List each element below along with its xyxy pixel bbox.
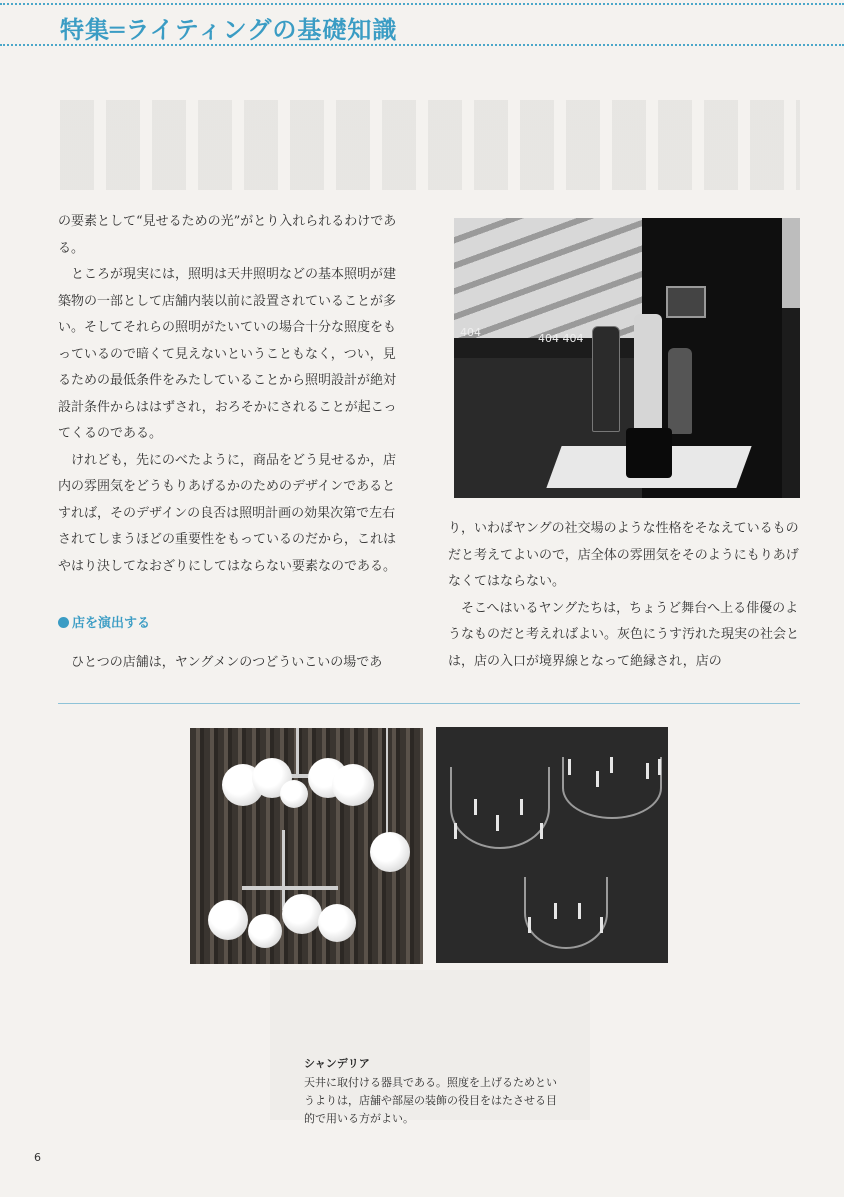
globe-pendant-lamps-photo — [190, 728, 423, 964]
body-paragraph: ところが現実には，照明は天井照明などの基本照明が建築物の一部として店舗内装以前に設置されていることが多い。そしてそれらの照明がたいていの場合十分な照度をもっているので暗くて見えないということもなく，つい，見るための最低条件をみたしていることから照明設計が絶対設計条件からははずされ，おろそかにされることが起こってくるのである。 — [58, 267, 397, 441]
candle — [540, 823, 543, 839]
lamp-arm — [242, 886, 338, 890]
lamp-stem — [282, 830, 285, 910]
body-paragraph: り，いわばヤングの社交場のような性格をそなえているものだと考えてよいので，店全体の雰囲気をそのようにもりあげなくてはならない。 — [448, 521, 799, 589]
display-pedestal — [626, 428, 672, 478]
body-paragraph: ひとつの店舗は，ヤングメンのつどういこいの場であ — [71, 655, 383, 670]
mannequin-white-suit — [634, 314, 662, 432]
body-paragraph: けれども，先にのべたように，商品をどう見せるか，店内の雰囲気をどうもりあげるかのためのデザインであるとすれば，そのデザインの良否は照明計画の効果次第で左右されてしまうほどの重要性をもっているのだから，これはやはり決してなおざりにしてはならない要素なのである。 — [58, 452, 397, 574]
globe-shade — [332, 764, 374, 806]
candle — [520, 799, 523, 815]
right-text-column — [448, 516, 803, 675]
caption-body: 天井に取付ける器具である。照度を上げるためというよりは，店舗や部屋の装飾の役目をはたさせる目的で用いる方がよい。 — [304, 1076, 557, 1125]
candle — [610, 757, 613, 773]
globe-shade — [282, 894, 322, 934]
section-divider — [58, 703, 800, 704]
chandelier — [450, 767, 550, 849]
chandeliers-photo — [436, 727, 668, 963]
candle — [600, 917, 603, 933]
candle — [568, 759, 571, 775]
store-sign: 404 — [460, 326, 481, 339]
candle — [554, 903, 557, 919]
faded-bleed-through-heading — [60, 100, 800, 190]
candle — [474, 799, 477, 815]
candle — [528, 917, 531, 933]
photo-caption — [304, 1055, 564, 1128]
candle — [646, 763, 649, 779]
body-paragraph: そこへはいるヤングたちは，ちょうど舞台へ上る俳優のようなものだと考えればよい。灰色にうす汚れた現実の社会とは，店の入口が境界線となって絶縁され，店の — [448, 600, 800, 669]
chandelier — [524, 877, 608, 949]
globe-shade — [208, 900, 248, 940]
bullet-dot-icon — [58, 617, 69, 628]
left-text-continuation — [58, 650, 408, 677]
candle — [454, 823, 457, 839]
section-subheading — [58, 612, 150, 631]
candle — [496, 815, 499, 831]
header-title: 特集═ライティングの基礎知識 — [60, 16, 398, 44]
header-dotted-rule-top — [0, 3, 844, 5]
mannequin-dress — [668, 348, 692, 434]
mannequin-suit — [592, 326, 620, 432]
left-text-column — [58, 209, 408, 580]
globe-shade — [280, 780, 308, 808]
caption-title: シャンデリア — [304, 1057, 370, 1070]
page-number: 6 — [34, 1151, 41, 1164]
page-header — [0, 0, 844, 48]
body-paragraph: の要素として“見せるための光”がとり入れられるわけである。 — [58, 214, 397, 256]
globe-shade — [370, 832, 410, 872]
boutique-interior-photo — [454, 218, 800, 498]
globe-shade — [318, 904, 356, 942]
candle — [596, 771, 599, 787]
lamp-cord — [386, 728, 388, 836]
ceiling-light-panels — [454, 218, 644, 338]
header-dotted-rule-bottom — [0, 44, 844, 46]
candle — [578, 903, 581, 919]
candle — [658, 759, 661, 775]
lamp-stem — [296, 728, 299, 778]
subheading-text: 店を演出する — [72, 616, 151, 631]
globe-shade — [248, 914, 282, 948]
store-sign: 404 404 — [538, 332, 584, 345]
framed-picture — [666, 286, 706, 318]
